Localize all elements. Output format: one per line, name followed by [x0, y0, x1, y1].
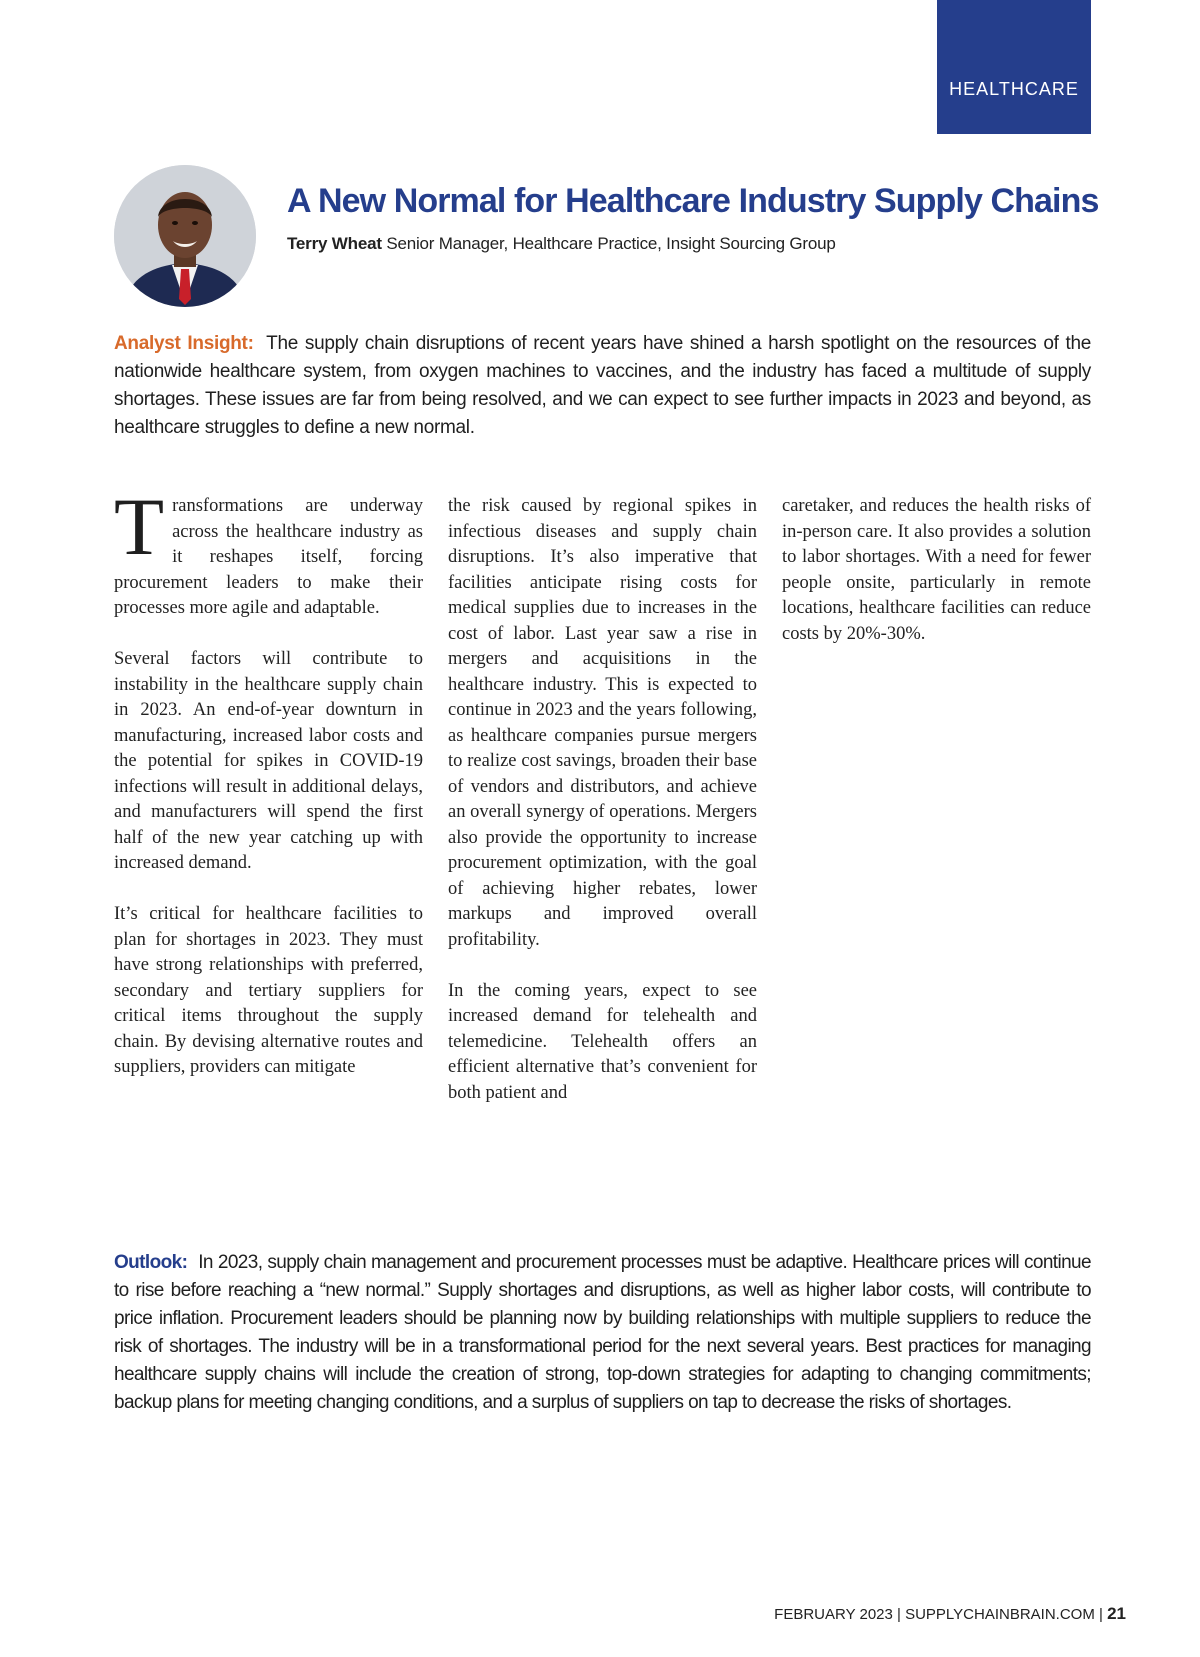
- outlook-label: Outlook:: [114, 1252, 188, 1273]
- body-column-2: [448, 494, 757, 1106]
- article-title: A New Normal for Healthcare Industry Supply Chains: [287, 182, 1099, 220]
- section-tab: HEALTHCARE: [937, 0, 1091, 134]
- page-footer: [774, 1604, 1126, 1624]
- body-paragraph: It’s critical for healthcare facilities to plan for shortages in 2023. They must have strong relationships with preferred, secondary and tertiary suppliers for critical items throughout the supply chain. By devising alternative routes and suppliers, providers can mitigate: [114, 904, 423, 1077]
- author-role: Senior Manager, Healthcare Practice, Insight Sourcing Group: [386, 234, 836, 253]
- body-paragraph: Several factors will contribute to instability in the healthcare supply chain in 2023. An end-of-year downturn in manufacturing, increased labor costs and the potential for spikes in COVID-19 infections will result in additional delays, and manufacturers will spend the first half of the new year catching up with increased demand.: [114, 649, 423, 873]
- body-column-3: [782, 494, 1091, 647]
- author-photo: [114, 165, 256, 307]
- analyst-insight: [114, 330, 1091, 442]
- outlook: [114, 1249, 1091, 1417]
- body-paragraph: In the coming years, expect to see increased demand for telehealth and telemedicine. Telehealth offers an efficient alternative that’s convenient for both patient and: [448, 980, 757, 1103]
- paragraph-text: ransformations are underway across the healthcare industry as it reshapes itself, forcing procurement leaders to make their processes more agile and adaptable.: [114, 496, 423, 618]
- body-paragraph: caretaker, and reduces the health risks of in-person care. It also provides a solution to labor shortages. With a need for fewer people onsite, particularly in remote locations, healthcare facilities can reduce costs by 20%-30%.: [782, 496, 1091, 644]
- page-number: 21: [1107, 1604, 1126, 1623]
- footer-issue: FEBRUARY 2023 | SUPPLYCHAINBRAIN.COM |: [774, 1606, 1103, 1623]
- body-column-1: [114, 481, 423, 1081]
- author-name: Terry Wheat: [287, 234, 382, 253]
- analyst-insight-text: The supply chain disruptions of recent years have shined a harsh spotlight on the resources of the nationwide healthcare system, from oxygen machines to vaccines, and the industry has faced a multitude of supply shortages. These issues are far from being resolved, and we can expect to see further impacts in 2023 and beyond, as healthcare struggles to define a new normal.: [114, 333, 1092, 438]
- body-paragraph: the risk caused by regional spikes in infectious diseases and supply chain disruptions. It’s also imperative that facilities anticipate rising costs for medical supplies due to increases in the cost of labor. Last year saw a rise in mergers and acquisitions in the healthcare industry. This is expected to continue in 2023 and the years following, as healthcare companies pursue mergers to realize cost savings, broaden their base of vendors and distributors, and achieve an overall synergy of operations. Mergers also provide the opportunity to increase procurement optimization, with the goal of achieving higher rebates, lower markups and improved overall profitability.: [448, 496, 757, 950]
- author-portrait-icon: [114, 165, 256, 307]
- analyst-insight-label: Analyst Insight:: [114, 333, 254, 354]
- body-paragraph: [114, 481, 423, 622]
- drop-cap: T: [114, 481, 165, 572]
- byline: [287, 234, 836, 254]
- outlook-text: In 2023, supply chain management and procurement processes must be adaptive. Healthcare prices will continue to rise before reaching a “new normal.” Supply shortages and disruptions, as well as higher labor costs, will contribute to price inflation. Procurement leaders should be planning now by building relationships with multiple suppliers to reduce the risk of shortages. The industry will be in a transformational period for the next several years. Best practices for managing healthcare supply chains will include the creation of strong, top-down strategies for adapting to changing commitments; backup plans for meeting changing conditions, and a surplus of suppliers on tap to decrease the risks of shortages.: [114, 1252, 1091, 1413]
